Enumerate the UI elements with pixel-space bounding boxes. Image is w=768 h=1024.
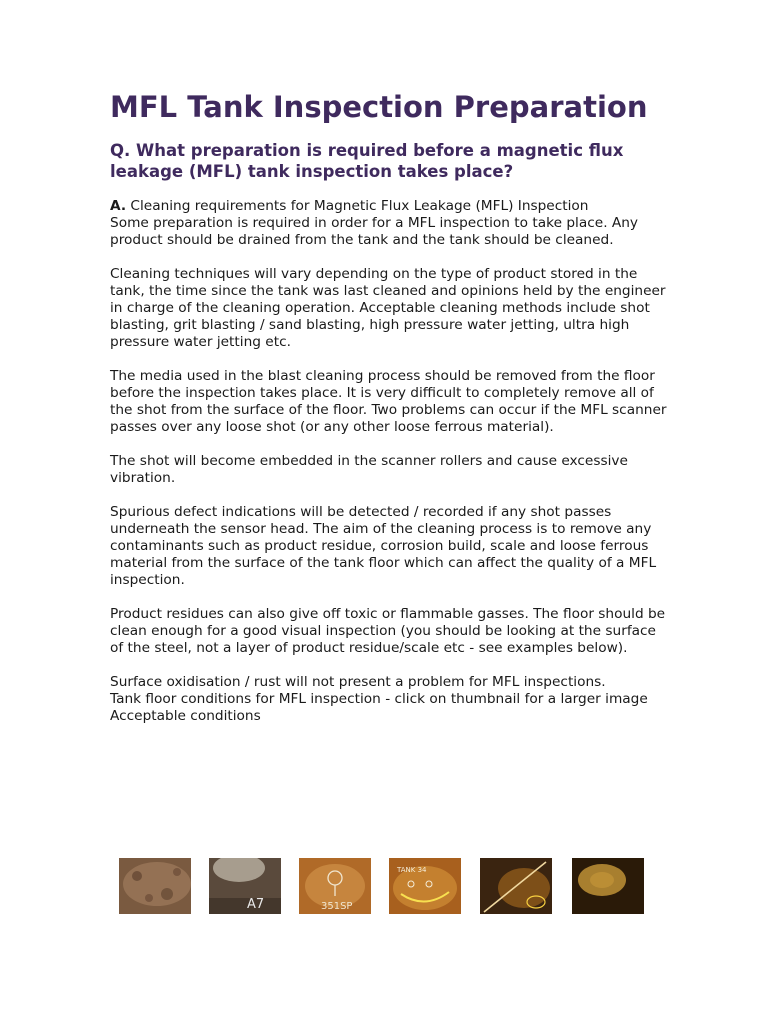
- article: [110, 90, 670, 725]
- answer-intro-text: Cleaning requirements for Magnetic Flux Leakage (MFL) Inspection: [126, 198, 589, 214]
- tank-floor-thumbnail-1[interactable]: [119, 858, 191, 914]
- thumbnail-image: [480, 858, 552, 914]
- paragraph: The media used in the blast cleaning process should be removed from the floor before the inspection takes place. It is very difficult to completely remove all of the shot from the surface of the floor. Two problems can occur if the MFL scanner passes over any loose shot (or any other loose ferrous material).: [110, 368, 667, 435]
- tank-floor-thumbnail-3[interactable]: [299, 858, 371, 914]
- thumbnail-marking: A7: [247, 897, 265, 912]
- section-label-acceptable-conditions: Acceptable conditions: [110, 708, 261, 724]
- paragraph: Spurious defect indications will be detected / recorded if any shot passes underneath the sensor head. The aim of the cleaning process is to remove any contaminants such as product residue, corrosion build, scale and loose ferrous material from the surface of the tank floor which can affect the quality of a MFL inspection.: [110, 504, 657, 588]
- tank-floor-thumbnail-4[interactable]: [389, 858, 461, 914]
- thumbnail-image: [299, 858, 371, 914]
- thumbnail-image: [119, 858, 191, 914]
- thumbnail-image: [209, 858, 281, 914]
- tank-floor-thumbnail-5[interactable]: [480, 858, 552, 914]
- thumbnail-image: [572, 858, 644, 914]
- paragraph: Tank floor conditions for MFL inspection - click on thumbnail for a larger image: [110, 691, 648, 707]
- answer-intro: [110, 198, 670, 215]
- tank-floor-thumbnail-6[interactable]: [572, 858, 644, 914]
- thumbnail-image: [389, 858, 461, 914]
- page-title: MFL Tank Inspection Preparation: [110, 90, 648, 124]
- article-body: [110, 198, 670, 725]
- answer-label: A.: [110, 198, 127, 214]
- tank-floor-thumbnail-2[interactable]: [209, 858, 281, 914]
- paragraph: Surface oxidisation / rust will not present a problem for MFL inspections.: [110, 674, 606, 690]
- thumbnail-marking: 351SP: [321, 901, 353, 912]
- paragraph: Some preparation is required in order for a MFL inspection to take place. Any product should be drained from the tank and the tank should be cleaned.: [110, 215, 639, 248]
- question-heading: Q. What preparation is required before a magnetic flux leakage (MFL) tank inspection takes place?: [110, 141, 624, 181]
- paragraph: The shot will become embedded in the scanner rollers and cause excessive vibration.: [110, 453, 628, 486]
- thumbnail-strip: [110, 858, 658, 918]
- paragraph: Product residues can also give off toxic or flammable gasses. The floor should be clean enough for a good visual inspection (you should be looking at the surface of the steel, not a layer of product residue/scale etc - see examples below).: [110, 606, 666, 656]
- thumbnail-marking: TANK 34: [397, 866, 427, 874]
- paragraph: Cleaning techniques will vary depending on the type of product stored in the tank, the time since the tank was last cleaned and opinions held by the engineer in charge of the cleaning operation. Acceptable cleaning methods include shot blasting, grit blasting / sand blasting, high pressure water jetting, ultra high pressure water jetting etc.: [110, 266, 666, 350]
